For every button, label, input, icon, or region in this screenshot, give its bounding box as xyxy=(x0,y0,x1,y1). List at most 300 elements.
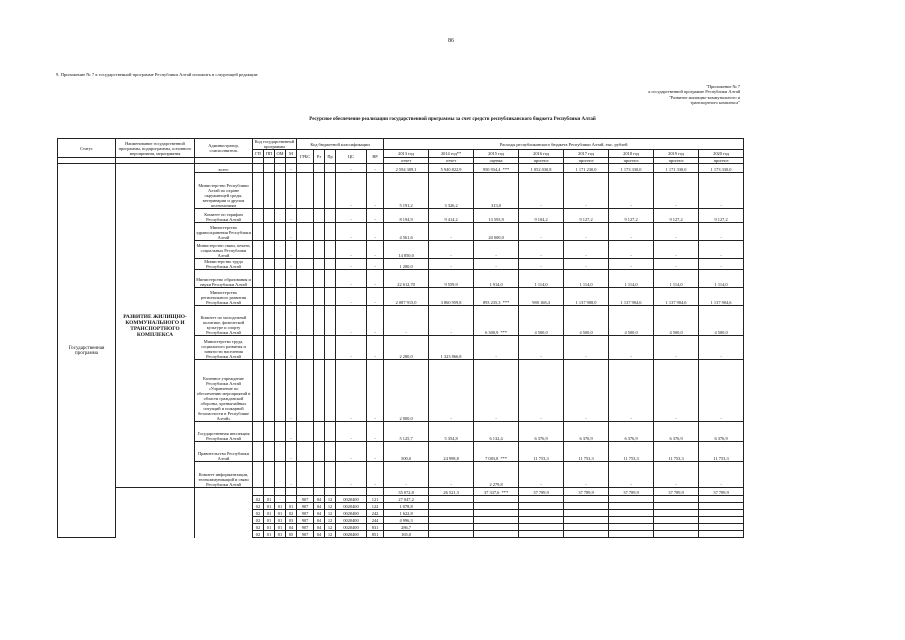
value-cell xyxy=(429,164,474,173)
code-cell: 0020400 xyxy=(336,503,367,510)
value-cell xyxy=(519,517,564,524)
code-cell: 04 xyxy=(314,517,325,524)
value-cell xyxy=(609,270,654,288)
code-cell xyxy=(325,209,336,223)
value-cell xyxy=(609,524,654,531)
header-rz: Рз xyxy=(314,150,325,164)
value-cell xyxy=(429,503,474,510)
value-cell xyxy=(474,336,519,360)
value-text: 4 561,6 xyxy=(399,235,413,240)
value-cell xyxy=(474,517,519,524)
code-cell: - xyxy=(367,259,384,270)
value-text: - xyxy=(495,253,497,258)
value-cell xyxy=(699,270,744,288)
code-cell xyxy=(297,270,314,288)
value-cell xyxy=(654,503,699,510)
value-text: - xyxy=(585,416,587,421)
code-cell: - xyxy=(286,173,297,209)
code-cell: - xyxy=(336,241,367,259)
code-cell: 12 xyxy=(325,517,336,524)
value-text: 11 753,3 xyxy=(668,456,684,461)
code-cell: 01 xyxy=(275,517,286,524)
code-cell xyxy=(314,173,325,209)
value-cell: 4 996,3 xyxy=(384,517,429,524)
code-cell: - xyxy=(367,442,384,462)
code-cell xyxy=(275,422,286,442)
code-cell xyxy=(264,306,275,336)
admin-cell: Правительство Республики Алтай xyxy=(195,442,253,462)
code-cell xyxy=(264,241,275,259)
code-cell: - xyxy=(286,336,297,360)
value-cell xyxy=(564,241,609,259)
header-m: М xyxy=(286,150,297,158)
value-cell xyxy=(474,270,519,288)
value-cell xyxy=(654,462,699,488)
code-cell: 0020400 xyxy=(336,510,367,517)
value-cell xyxy=(564,223,609,241)
value-text: 6 376,9 xyxy=(579,436,593,441)
value-text: 2 000,0 xyxy=(399,416,413,421)
value-cell xyxy=(564,360,609,422)
value-text: - xyxy=(720,203,722,208)
value-cell xyxy=(609,259,654,270)
code-cell xyxy=(325,462,336,488)
value-cell xyxy=(519,531,564,538)
code-cell: - xyxy=(286,259,297,270)
value-text: - xyxy=(675,203,677,208)
value-cell xyxy=(699,259,744,270)
value-cell xyxy=(564,270,609,288)
value-cell xyxy=(699,336,744,360)
value-cell xyxy=(564,517,609,524)
code-cell: - xyxy=(336,209,367,223)
value-text: - xyxy=(540,416,542,421)
value-cell xyxy=(384,270,429,288)
value-cell xyxy=(609,503,654,510)
value-text: 6 376,9 xyxy=(624,436,638,441)
value-cell xyxy=(429,223,474,241)
value-cell xyxy=(699,288,744,306)
value-cell xyxy=(474,241,519,259)
value-text: - xyxy=(720,235,722,240)
value-cell xyxy=(474,164,519,173)
code-cell: - xyxy=(367,462,384,488)
value-text: 11 753,3 xyxy=(713,456,729,461)
appendix-line: "Развитие жилищно-коммунального и xyxy=(668,94,740,100)
value-cell xyxy=(474,422,519,442)
value-cell xyxy=(699,422,744,442)
code-cell xyxy=(297,336,314,360)
code-cell: 02 xyxy=(253,496,264,503)
code-cell xyxy=(264,336,275,360)
value-cell xyxy=(564,503,609,510)
code-cell: 02 xyxy=(253,510,264,517)
header-om: ОМ xyxy=(276,151,284,156)
page-number: 86 xyxy=(448,38,454,44)
code-cell xyxy=(325,488,336,496)
intro-text: 9. Приложение № 7 к государственной программе Республики Алтай изложить в следующей редакции: xyxy=(56,72,259,77)
code-cell: - xyxy=(336,442,367,462)
value-cell xyxy=(654,488,699,496)
code-cell: - xyxy=(286,442,297,462)
value-text: 35 072,8 xyxy=(398,490,414,495)
value-cell xyxy=(474,209,519,223)
value-cell xyxy=(384,360,429,422)
value-cell xyxy=(654,223,699,241)
header-year: 2016 год xyxy=(519,150,564,158)
code-cell xyxy=(253,209,264,223)
code-cell xyxy=(264,462,275,488)
value-cell xyxy=(384,462,429,488)
value-text: 980 168,4 xyxy=(532,300,550,305)
value-text: 1 114,0 xyxy=(534,282,548,287)
value-text: 11 753,3 xyxy=(623,456,639,461)
value-text: 9 127,2 xyxy=(714,217,728,222)
value-cell xyxy=(654,442,699,462)
value-cell xyxy=(654,270,699,288)
value-cell xyxy=(699,223,744,241)
code-cell xyxy=(253,360,264,422)
value-cell xyxy=(654,531,699,538)
value-text: - xyxy=(540,235,542,240)
code-cell xyxy=(297,442,314,462)
value-cell xyxy=(564,173,609,209)
code-cell: 0020400 xyxy=(336,496,367,503)
code-cell xyxy=(325,360,336,422)
value-cell xyxy=(654,360,699,422)
value-cell xyxy=(429,531,474,538)
value-cell xyxy=(519,510,564,517)
value-text: - xyxy=(630,235,632,240)
code-cell xyxy=(253,173,264,209)
value-cell xyxy=(699,164,744,173)
code-cell: - xyxy=(286,306,297,336)
admin-cell: Комитет информатизации, телекоммуникаций и связи Республики Алтай xyxy=(195,462,253,488)
value-text: 5 940 822,9 xyxy=(440,167,462,172)
value-cell xyxy=(474,524,519,531)
value-cell xyxy=(429,259,474,270)
value-text: 9 127,2 xyxy=(669,217,683,222)
code-cell xyxy=(314,360,325,422)
code-cell xyxy=(325,259,336,270)
header-sub: прогноз xyxy=(519,158,564,164)
code-cell: 04 xyxy=(314,531,325,538)
value-cell xyxy=(519,524,564,531)
code-cell: 851 xyxy=(367,531,384,538)
code-cell xyxy=(286,496,297,503)
value-text: - xyxy=(675,354,677,359)
code-cell xyxy=(253,223,264,241)
value-cell xyxy=(699,442,744,462)
code-cell xyxy=(325,422,336,442)
code-cell: 01 xyxy=(264,531,275,538)
value-text: - xyxy=(630,203,632,208)
value-text: 20 000,0 xyxy=(488,235,504,240)
value-text: 6 300,9 xyxy=(485,330,499,335)
code-cell: 04 xyxy=(286,524,297,531)
value-text: - xyxy=(450,330,452,335)
value-text: 1 171 330,0 xyxy=(665,167,687,172)
code-cell: - xyxy=(367,306,384,336)
value-text: - xyxy=(495,416,497,421)
value-text: 24 998,8 xyxy=(443,456,459,461)
code-cell xyxy=(264,488,275,496)
code-cell: 12 xyxy=(325,496,336,503)
code-cell xyxy=(325,270,336,288)
value-text: - xyxy=(405,330,407,335)
value-cell xyxy=(564,259,609,270)
value-text: - xyxy=(450,416,452,421)
value-cell xyxy=(384,442,429,462)
value-cell xyxy=(474,306,519,336)
value-cell xyxy=(429,510,474,517)
value-cell xyxy=(429,209,474,223)
value-cell xyxy=(474,510,519,517)
admin-cell: Государственная инспекция Республики Алтай xyxy=(195,422,253,442)
code-cell xyxy=(297,209,314,223)
value-cell xyxy=(429,306,474,336)
value-text: 500,0 xyxy=(401,456,412,461)
value-cell xyxy=(429,241,474,259)
value-cell xyxy=(699,510,744,517)
value-cell xyxy=(699,173,744,209)
admin-cell: всего xyxy=(195,164,253,173)
value-text: 9 127,2 xyxy=(624,217,638,222)
value-cell xyxy=(519,259,564,270)
resource-table xyxy=(57,138,744,538)
admin-cell: Министерство регионального развития Республики Алтай xyxy=(195,288,253,306)
value-cell xyxy=(609,209,654,223)
admin-cell: Министерство труда, социального развития и занятости населения Республики Алтай xyxy=(195,336,253,360)
footnote-mark: *** xyxy=(500,456,508,461)
value-text: - xyxy=(675,482,677,487)
value-cell: 165,0 xyxy=(384,531,429,538)
value-text: 9 127,2 xyxy=(579,217,593,222)
code-cell xyxy=(297,422,314,442)
value-text: - xyxy=(720,264,722,269)
admin-cell: Министерство связи, печати, социальных Республики Алтай xyxy=(195,241,253,259)
value-text: - xyxy=(585,203,587,208)
value-text: - xyxy=(450,264,452,269)
value-text: - xyxy=(495,354,497,359)
value-text: 8 194,9 xyxy=(399,217,413,222)
header-status: Статус xyxy=(58,139,116,158)
code-cell xyxy=(286,488,297,496)
value-text: 7 083,8 xyxy=(485,456,499,461)
code-cell xyxy=(253,336,264,360)
value-cell xyxy=(429,517,474,524)
value-text: 6 132,4 xyxy=(489,436,503,441)
value-text: - xyxy=(675,416,677,421)
code-cell xyxy=(275,336,286,360)
header-pr: Пр xyxy=(325,150,336,164)
table-body xyxy=(58,164,744,538)
header-sub: прогноз xyxy=(609,158,654,164)
code-cell xyxy=(297,223,314,241)
value-cell xyxy=(429,496,474,503)
code-cell xyxy=(253,462,264,488)
value-cell xyxy=(699,462,744,488)
code-cell: 01 xyxy=(275,531,286,538)
value-cell xyxy=(519,496,564,503)
code-cell xyxy=(275,462,286,488)
value-cell xyxy=(474,488,519,496)
value-text: - xyxy=(675,235,677,240)
value-text: 4 500,0 xyxy=(579,330,593,335)
value-cell xyxy=(654,524,699,531)
value-cell xyxy=(699,524,744,531)
value-text: - xyxy=(630,253,632,258)
value-cell xyxy=(519,442,564,462)
value-text: 1 173 330,0 xyxy=(710,167,732,172)
value-text: - xyxy=(630,482,632,487)
code-cell xyxy=(253,164,264,173)
value-text: - xyxy=(450,482,452,487)
code-cell: - xyxy=(367,336,384,360)
footnote-mark: *** xyxy=(502,300,510,305)
value-cell xyxy=(609,442,654,462)
code-cell: - xyxy=(286,209,297,223)
value-cell xyxy=(609,288,654,306)
value-text: - xyxy=(540,354,542,359)
value-cell xyxy=(384,164,429,173)
value-text: 11 753,3 xyxy=(578,456,594,461)
table-row xyxy=(58,164,744,173)
appendix-line: транспортного комплекса" xyxy=(690,100,740,106)
value-text: 313,0 xyxy=(491,203,502,208)
value-cell xyxy=(519,209,564,223)
header-expenses: Расходы республиканского бюджета Республики Алтай, тыс. рублей xyxy=(384,139,744,150)
code-cell: - xyxy=(367,209,384,223)
header-gp: ГП xyxy=(253,150,264,158)
value-cell xyxy=(474,288,519,306)
code-cell: 122 xyxy=(367,503,384,510)
value-cell xyxy=(609,223,654,241)
code-cell: - xyxy=(336,223,367,241)
value-cell: 1 622,8 xyxy=(384,510,429,517)
code-cell xyxy=(275,241,286,259)
value-text: 950 934,4 xyxy=(482,167,501,172)
code-cell xyxy=(325,306,336,336)
value-text: 26 521,3 xyxy=(443,490,459,495)
code-cell: - xyxy=(286,462,297,488)
code-cell xyxy=(325,288,336,306)
code-cell xyxy=(253,288,264,306)
value-cell xyxy=(519,360,564,422)
code-cell: - xyxy=(367,241,384,259)
code-cell xyxy=(314,306,325,336)
value-cell xyxy=(429,462,474,488)
code-cell: - xyxy=(286,164,297,173)
value-cell xyxy=(564,288,609,306)
header-year: 2015 год xyxy=(474,150,519,158)
value-cell xyxy=(654,510,699,517)
value-cell xyxy=(519,462,564,488)
value-text: 37 789,9 xyxy=(668,490,684,495)
code-cell xyxy=(325,336,336,360)
footnote-mark: *** xyxy=(501,490,509,495)
code-cell xyxy=(297,259,314,270)
code-cell xyxy=(264,288,275,306)
value-text: 6 376,9 xyxy=(669,436,683,441)
header-vr: ВР xyxy=(367,150,384,164)
value-cell xyxy=(699,306,744,336)
code-cell: - xyxy=(286,422,297,442)
value-text: 5 125,7 xyxy=(399,436,413,441)
value-cell xyxy=(564,510,609,517)
value-text: - xyxy=(720,354,722,359)
code-cell xyxy=(314,462,325,488)
value-text: - xyxy=(585,264,587,269)
value-cell xyxy=(609,531,654,538)
admin-cell: Министерство Республики Алтай по охране окружающей среды, ветеринарии и другим полномочиям xyxy=(195,173,253,209)
value-cell xyxy=(429,442,474,462)
value-cell xyxy=(384,422,429,442)
value-cell xyxy=(519,173,564,209)
header-year: 2013 год xyxy=(384,150,429,158)
value-cell xyxy=(384,336,429,360)
code-cell: 04 xyxy=(314,496,325,503)
value-text: 37 789,9 xyxy=(533,490,549,495)
code-cell: 907 xyxy=(297,531,314,538)
code-cell xyxy=(275,306,286,336)
admin-cell: Министерство здравоохранения Республики Алтай xyxy=(195,223,253,241)
code-cell: 01 xyxy=(275,524,286,531)
code-cell xyxy=(275,442,286,462)
value-text: - xyxy=(720,482,722,487)
value-cell xyxy=(609,164,654,173)
code-cell: - xyxy=(336,164,367,173)
value-text: - xyxy=(720,416,722,421)
code-cell: - xyxy=(286,241,297,259)
code-cell: 242 xyxy=(367,510,384,517)
value-text: 1 137 908,0 xyxy=(575,300,597,305)
value-cell xyxy=(474,462,519,488)
value-cell xyxy=(609,336,654,360)
code-cell: - xyxy=(286,360,297,422)
code-cell xyxy=(253,241,264,259)
code-cell: 907 xyxy=(297,524,314,531)
value-cell xyxy=(654,422,699,442)
admin-cell: Казенное учреждение Республики Алтай «Управление по обеспечению мероприятий в области гражданской обороны, чрезвычайных ситуаций и пожарной безопасности в Республике Алтай» xyxy=(195,360,253,422)
value-cell xyxy=(564,336,609,360)
code-cell xyxy=(253,259,264,270)
value-cell xyxy=(384,223,429,241)
name-cell xyxy=(116,488,195,538)
value-text: 1 137 904,6 xyxy=(620,300,642,305)
value-text: 4 500,0 xyxy=(624,330,638,335)
value-cell xyxy=(564,462,609,488)
code-cell: 12 xyxy=(325,503,336,510)
value-cell xyxy=(564,524,609,531)
code-cell xyxy=(336,488,367,496)
value-cell xyxy=(699,517,744,524)
code-cell xyxy=(264,270,275,288)
code-cell: - xyxy=(336,270,367,288)
value-text: - xyxy=(585,235,587,240)
value-cell xyxy=(564,496,609,503)
code-cell: 04 xyxy=(314,524,325,531)
code-cell xyxy=(275,223,286,241)
value-cell xyxy=(384,306,429,336)
code-cell xyxy=(264,442,275,462)
value-cell xyxy=(519,336,564,360)
value-cell xyxy=(564,531,609,538)
value-cell xyxy=(429,360,474,422)
code-cell xyxy=(367,488,384,496)
value-text: 1 173 330,0 xyxy=(620,167,642,172)
value-text: 2 087 915,0 xyxy=(395,300,417,305)
